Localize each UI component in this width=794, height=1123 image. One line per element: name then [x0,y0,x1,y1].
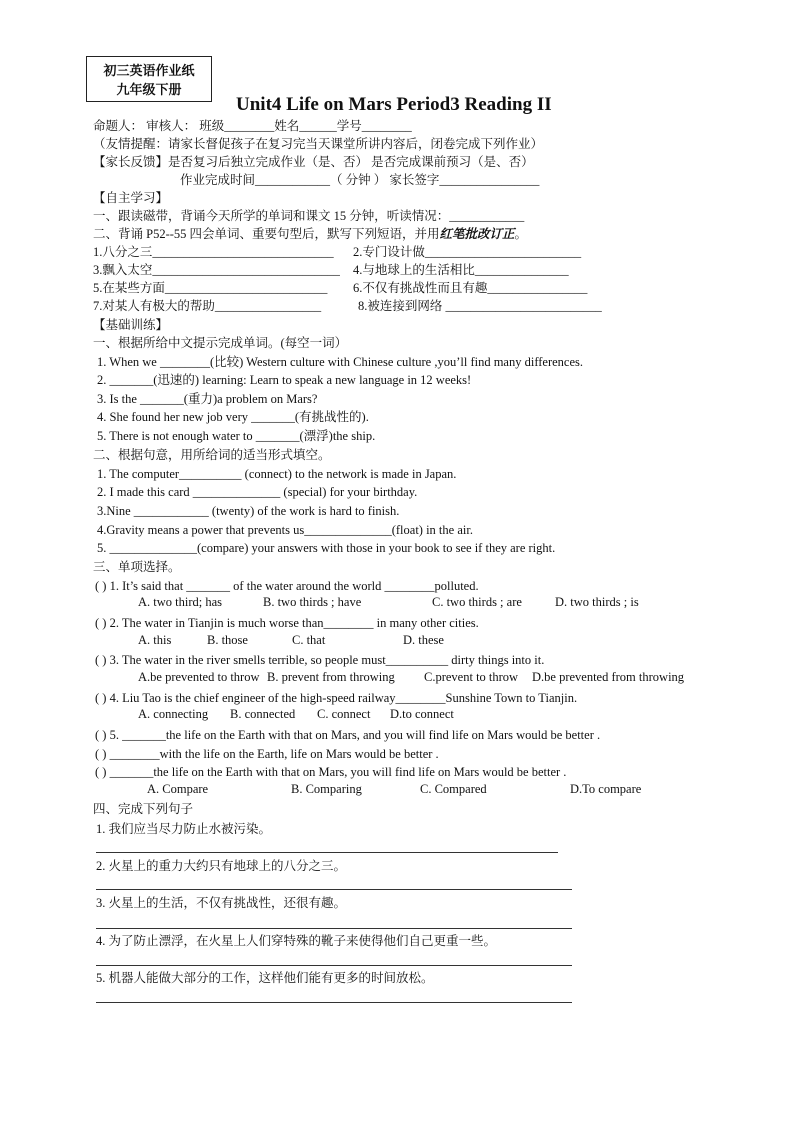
mc-3-option-d: D.be prevented from throwing [532,670,685,684]
phrase-7: 7.对某人有极大的帮助_________________ [93,299,322,313]
s2-question-5: 5. ______________(compare) your answers with those in your book to see if they are right. [97,541,556,555]
section-1-title: 一、根据所给中文提示完成单词。(每空一词） [93,336,348,350]
header-box [86,56,212,102]
mc-2-option-c: C. that [292,633,326,647]
answer-line-5[interactable] [96,1002,572,1003]
mc-4-option-a: A. connecting [138,707,209,721]
answer-line-2[interactable] [96,889,572,890]
header-box-line1: 初三英语作业纸 [103,63,195,78]
self-study-item-2-emphasis: 红笔批改订正 [439,227,515,241]
info-line-3: 【家长反馈】是否复习后独立完成作业（是、否） 是否完成课前预习（是、否） [93,155,534,169]
mc-5-option-b: B. Comparing [291,782,362,796]
s1-question-5: 5. There is not enough water to _______(漂浮)the ship. [97,429,376,443]
s1-question-3: 3. Is the _______(重力)a problem on Mars? [97,392,318,406]
phrase-2: 2.专门设计做_________________________ [353,245,582,259]
mc-question-5c: ( ) _______the life on the Earth with that on Mars, you will find life on Mars would be better . [95,765,567,779]
s2-question-3: 3.Nine ____________ (twenty) of the work is hard to finish. [97,504,400,518]
info-line-1: 命题人： 审核人： 班级________姓名______学号________ [93,119,412,133]
translate-sentence-5: 5. 机器人能做大部分的工作，这样他们能有更多的时间放松。 [96,971,434,985]
info-line-2: （友情提醒：请家长督促孩子在复习完当天课堂所讲内容后，闭卷完成下列作业） [93,137,544,151]
phrase-4: 4.与地球上的生活相比_______________ [353,263,569,277]
mc-question-5b: ( ) ________with the life on the Earth, life on Mars would be better . [95,747,439,761]
mc-4-option-c: C. connect [317,707,371,721]
translate-sentence-1: 1. 我们应当尽力防止水被污染。 [96,822,272,836]
self-study-item-2-prefix: 二、背诵 P52--55 四会单词、重要句型后，默写下列短语，并用 [93,227,440,241]
answer-line-1[interactable] [96,852,558,853]
mc-1-option-b: B. two thirds ; have [263,595,362,609]
info-line-4: 作业完成时间____________（ 分钟 ） 家长签字________________ [180,173,540,187]
mc-5-option-a: A. Compare [147,782,209,796]
header-box-line2: 九年级下册 [116,82,182,97]
s1-question-1: 1. When we ________(比较) Western culture with Chinese culture ,you’ll find many differences. [97,355,584,369]
self-study-item-1: 一、跟读磁带，背诵今天所学的单词和课文 15 分钟，听读情况：____________ [93,209,525,223]
section-4-title: 四、完成下列句子 [93,802,194,816]
translate-sentence-4: 4. 为了防止漂浮，在火星上人们穿特殊的靴子来使得他们自己更重一些。 [96,934,497,948]
basic-heading: 【基础训练】 [93,318,169,332]
self-study-item-2-suffix: 。 [514,227,528,241]
mc-question-3: ( ) 3. The water in the river smells terrible, so people must__________ dirty things into it. [95,653,545,667]
mc-2-option-a: A. this [138,633,172,647]
mc-question-5a: ( ) 5. _______the life on the Earth with that on Mars, and you will find life on Mars would be better . [95,728,601,742]
mc-4-option-b: B. connected [230,707,296,721]
translate-sentence-2: 2. 火星上的重力大约只有地球上的八分之三。 [96,859,347,873]
mc-5-option-d: D.To compare [570,782,642,796]
mc-question-2: ( ) 2. The water in Tianjin is much worse than________ in many other cities. [95,616,479,630]
self-study-item-2 [93,225,527,243]
s2-question-2: 2. I made this card ______________ (special) for your birthday. [97,485,418,499]
mc-5-option-c: C. Compared [420,782,487,796]
mc-4-option-d: D.to connect [390,707,454,721]
s2-question-4: 4.Gravity means a power that prevents us______________(float) in the air. [97,523,473,537]
mc-2-option-b: B. those [207,633,248,647]
mc-1-option-d: D. two thirds ; is [555,595,639,609]
phrase-3: 3.飘入太空______________________________ [93,263,340,277]
section-3-title: 三、单项选择。 [93,560,181,574]
s1-question-4: 4. She found her new job very _______(有挑战性的). [97,410,369,424]
phrase-6: 6.不仅有挑战性而且有趣________________ [353,281,588,295]
answer-line-4[interactable] [96,965,572,966]
section-2-title: 二、根据句意，用所给词的适当形式填空。 [93,448,331,462]
mc-3-option-c: C.prevent to throw [424,670,519,684]
answer-line-3[interactable] [96,928,572,929]
translate-sentence-3: 3. 火星上的生活，不仅有挑战性，还很有趣。 [96,896,347,910]
page-title: Unit4 Life on Mars Period3 Reading II [236,94,552,115]
mc-question-1: ( ) 1. It’s said that _______ of the water around the world ________polluted. [95,579,479,593]
phrase-8: 8.被连接到网络 _________________________ [358,299,602,313]
mc-3-option-a: A.be prevented to throw [138,670,260,684]
s2-question-1: 1. The computer__________ (connect) to the network is made in Japan. [97,467,457,481]
mc-3-option-b: B. prevent from throwing [267,670,395,684]
phrase-1: 1.八分之三_____________________________ [93,245,334,259]
mc-1-option-c: C. two thirds ; are [432,595,522,609]
self-study-heading: 【自主学习】 [93,191,169,205]
mc-1-option-a: A. two third; has [138,595,223,609]
mc-2-option-d: D. these [403,633,444,647]
s1-question-2: 2. _______(迅速的) learning: Learn to speak a new language in 12 weeks! [97,373,472,387]
mc-question-4: ( ) 4. Liu Tao is the chief engineer of the high-speed railway________Sunshine Town to Tianjin. [95,691,578,705]
phrase-5: 5.在某些方面__________________________ [93,281,328,295]
